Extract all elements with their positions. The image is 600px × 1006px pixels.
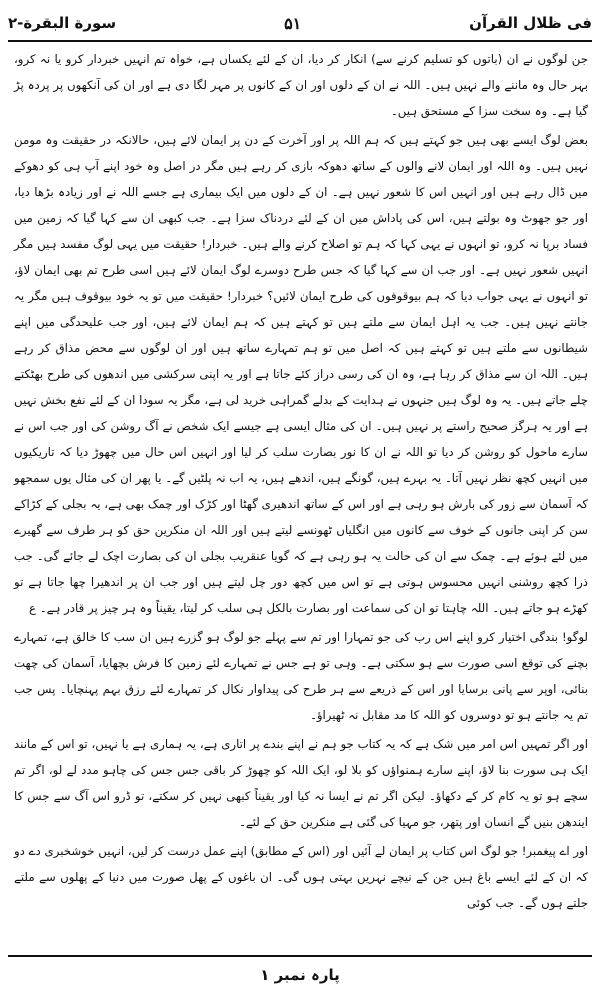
book-title: فی ظلال القرآن	[469, 14, 592, 32]
paragraph: اور اگر تمہیں اس امر میں شک ہے کہ یہ کتاب جو ہم نے اپنے بندے پر اتاری ہے، یہ ہماری ہے یا نہیں، تو اس کے مانند ایک ہی سورت بنا لاؤ، اپنے سارے ہمنواؤں کو بلا لو، ایک اللہ کو چھوڑ کر باقی جس جس کی چاہو مدد لے لو، اگر تم سچے ہو تو یہ کام کر کے دکھاؤ۔ لیکن اگر تم نے ایسا نہ کیا اور یقیناً کبھی نہیں کر سکتے، تو ڈرو اس آگ سے جس کا ایندھن بنیں گے انسان اور پتھر، جو مہیا کی گئی ہے منکرین حق کے لئے۔	[14, 737, 588, 829]
page-header	[8, 10, 592, 36]
paragraph: بعض لوگ ایسے بھی ہیں جو کہتے ہیں کہ ہم اللہ پر اور آخرت کے دن پر ایمان لائے ہیں، حالانکہ در حقیقت وہ مومن نہیں ہیں۔ وہ اللہ اور ایمان لانے والوں کے ساتھ دھوکہ بازی کر رہے ہیں مگر در اصل وہ خود اپنے آپ ہی کو دھوکے میں ڈال رہے ہیں اور انہیں اس کا شعور نہیں ہے۔ ان کے دلوں میں ایک بیماری ہے جسے اللہ نے اور زیادہ بڑھا دیا، اور جو جھوٹ وہ بولتے ہیں، اس کی پاداش میں ان کے لئے دردناک سزا ہے۔ جب کبھی ان سے کہا گیا کہ زمین میں فساد برپا نہ کرو، تو انہوں نے یہی کہا کہ ہم تو اصلاح کرنے والے ہیں۔ خبردار! حقیقت میں یہی لوگ مفسد ہیں مگر انہیں شعور نہیں ہے۔ اور جب ان سے کہا گیا کہ جس طرح دوسرے لوگ ایمان لائے ہیں اسی طرح تم بھی ایمان لاؤ، تو انہوں نے یہی جواب دیا کہ ہم بیوقوفوں کی طرح ایمان لائیں؟ خبردار! حقیقت میں تو یہ خود بیوقوف ہیں مگر یہ جانتے نہیں ہیں۔ جب یہ اہل ایمان سے ملتے ہیں تو کہتے ہیں کہ ہم ایمان لائے ہیں، اور جب علیحدگی میں اپنے شیطانوں سے ملتے ہیں تو کہتے ہیں کہ اصل میں تو ہم تمہارے ساتھ ہیں اور ان لوگوں سے محض مذاق کر رہے ہیں۔ اللہ ان سے مذاق کر رہا ہے، وہ ان کی رسی دراز کئے جاتا ہے اور یہ اپنی سرکشی میں اندھوں کی طرح بھٹکتے چلے جاتے ہیں۔ یہ وہ لوگ ہیں جنہوں نے ہدایت کے بدلے گمراہی خرید لی ہے، مگر یہ سودا ان کے لئے نفع بخش نہیں ہے اور یہ ہرگز صحیح راستے پر نہیں ہیں۔ ان کی مثال ایسی ہے جیسے ایک شخص نے آگ روشن کی اور جب اس نے سارے ماحول کو روشن کر دیا تو اللہ نے ان کا نور بصارت سلب کر لیا اور انہیں اس حال میں چھوڑ دیا کہ تاریکیوں میں انہیں کچھ نظر نہیں آتا۔ یہ بہرے ہیں، گونگے ہیں، اندھے ہیں، یہ اب نہ پلٹیں گے۔ یا پھر ان کی مثال یوں سمجھو کہ آسمان سے زور کی بارش ہو رہی ہے اور اس کے ساتھ اندھیری گھٹا اور کڑک اور چمک بھی ہے، یہ بجلی کے کڑاکے سن کر اپنی جانوں کے خوف سے کانوں میں انگلیاں ٹھونسے لیتے ہیں اور اللہ ان منکرین حق کو ہر طرف سے گھیرے میں لئے ہوئے ہے۔ چمک سے ان کی حالت یہ ہو رہی ہے کہ گویا عنقریب بجلی ان کی بصارت اچک لے جائے گی۔ جب ذرا کچھ روشنی انہیں محسوس ہوتی ہے تو اس میں کچھ دور چل لیتے ہیں اور جب ان پر اندھیرا چھا جاتا ہے تو کھڑے ہو جاتے ہیں۔ اللہ چاہتا تو ان کی سماعت اور بصارت بالکل ہی سلب کر لیتا، یقیناً وہ ہر چیز پر قادر ہے۔ ع	[14, 133, 588, 615]
page-number: ۵۱	[284, 13, 302, 33]
part-label: پارہ نمبر ۱	[260, 966, 340, 984]
paragraph: اور اے پیغمبر! جو لوگ اس کتاب پر ایمان لے آئیں اور (اس کے مطابق) اپنے عمل درست کر لیں، انہیں خوشخبری دے دو کہ ان کے لئے ایسے باغ ہیں جن کے نیچے نہریں بہتی ہوں گی۔ ان باغوں کے پھل صورت میں دنیا کے پھلوں سے ملتے جلتے ہوں گے۔ جب کوئی	[14, 844, 588, 910]
paragraph: جن لوگوں نے ان (باتوں کو تسلیم کرنے سے) انکار کر دیا، ان کے لئے یکساں ہے، خواہ تم انہیں خبردار کرو یا نہ کرو، بہر حال وہ ماننے والے نہیں ہیں۔ اللہ نے ان کے دلوں اور ان کے کانوں پر مہر لگا دی ہے اور ان کی آنکھوں پر پردہ پڑ گیا ہے۔ وہ سخت سزا کے مستحق ہیں۔	[14, 52, 588, 118]
header-rule	[8, 40, 592, 42]
page-body	[14, 46, 588, 919]
paragraph: لوگو! بندگی اختیار کرو اپنے اس رب کی جو تمہارا اور تم سے پہلے جو لوگ ہو گزرے ہیں ان سب کا خالق ہے، تمہارے بچنے کی توقع اسی صورت سے ہو سکتی ہے۔ وہی تو ہے جس نے تمہارے لئے زمین کا فرش بچھایا، آسمان کی چھت بنائی، اوپر سے پانی برسایا اور اس کے ذریعے سے ہر طرح کی پیداوار نکال کر تمہارے لئے رزق بہم پہنچایا۔ پس جب تم یہ جانتے ہو تو دوسروں کو اللہ کا مد مقابل نہ ٹھیراؤ۔	[14, 630, 588, 722]
surah-name: سورة البقرة-۲	[8, 14, 117, 32]
footer-rule	[8, 955, 592, 957]
